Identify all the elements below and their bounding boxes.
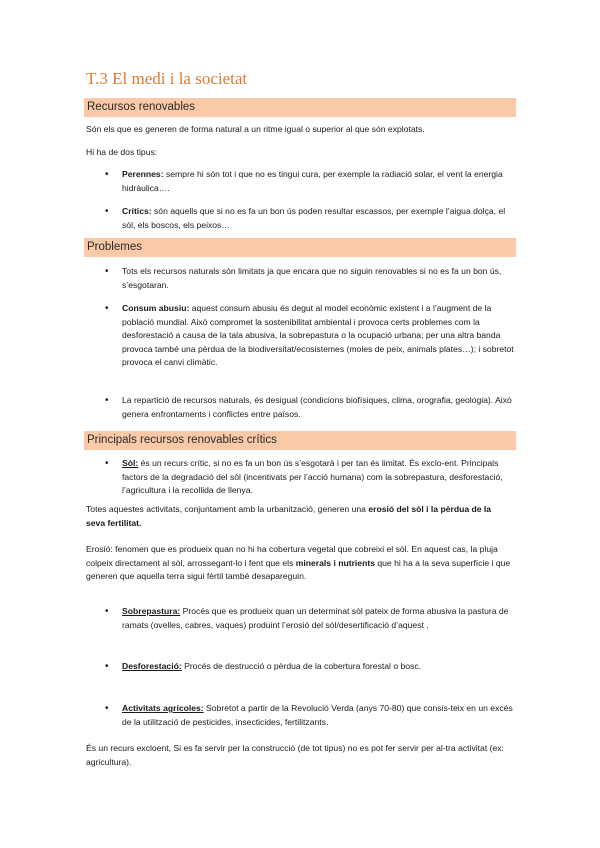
item-text: és un recurs crític, si no es fa un bon ús s’esgotarà i per tan és limitat. És exclo-ent. Principals factors de la degradació del sòl (incentivats per l’acció humana) com la sobrepastura, desforestació, l’agricultura i la recollida de llenya. (122, 458, 503, 495)
term: Sobrepastura: (122, 606, 181, 616)
section-heading-problemes: Problemes (84, 238, 516, 257)
bullet-icon: • (105, 703, 109, 714)
list-item-sobrepastura (105, 605, 514, 632)
erosio-bold: minerals i nutrients (295, 557, 375, 568)
item-text: Procés que es produeix quan un determinat sòl pateix de forma abusiva la pastura de ramats (ovelles, cabres, vaques) produint l’erosió del sòl/desertificació d’aquest . (122, 606, 509, 630)
item-text: Procés de destrucció o pèrdua de la cobertura forestal o bosc. (181, 661, 422, 671)
bullet-icon: • (105, 395, 109, 406)
term: Activitats agrícoles: (122, 703, 204, 713)
list-item-sol (105, 457, 514, 498)
item-text: són aquells que si no es fa un bon ús poden resultar escassos, per exemple l’aigua dolça, el sòl, els boscos, els peixos… (122, 206, 506, 230)
list-item-critics (105, 205, 514, 232)
term: Consum abusiu: (122, 303, 190, 313)
list-item-activitats-agricoles (105, 702, 514, 729)
bullet-icon: • (105, 266, 109, 277)
bullet-icon: • (105, 458, 109, 469)
totes-bold: erosió del sòl i la pèrdua de la seva fertilitat. (86, 504, 492, 528)
document-title: T.3 El medi i la societat (86, 69, 248, 88)
bullet-icon: • (105, 206, 109, 217)
bullet-icon: • (105, 303, 109, 314)
recursos-types-intro: Hi ha de dos tipus: (86, 147, 158, 157)
bullet-icon: • (105, 661, 109, 672)
list-item-reparticio (105, 394, 514, 421)
term: Perennes: (122, 169, 164, 179)
bullet-icon: • (105, 169, 109, 180)
list-item-consum-abusiu (105, 302, 514, 370)
erosio-text-end: que hi ha a la seva superfície i que generen que aquella terra sigui fèrtil també desapareguin. (86, 557, 511, 581)
term: Desforestació: (122, 661, 182, 671)
totes-paragraph (86, 503, 512, 530)
list-item-desforestacio (105, 660, 514, 674)
erosio-text: Erosió: fenomen que es produeix quan no hi ha cobertura vegetal que cobreixi el sòl. En aquest cas, la pluja colpeix directament al sòl, arrossegant-lo i fent que els (86, 544, 498, 568)
item-text: aquest consum abusiu és degut al model econòmic existent i a l’augment de la població mundial. Això compromet la sostenibilitat ambiental i provoca certs problemes com la desforestació a causa de la tala abusiva, la sobrepastura o la ocupació urbana; per una altra banda provoca també una pèrdua de la biodiversitat/ecosistemes (moles de peix, animals plates…); i sobretot provoca el canvi climàtic. (122, 303, 514, 367)
recursos-intro: Són els que es generen de forma natural a un ritme igual o superior al que són explotats. (86, 124, 425, 134)
section-heading-principals: Principals recursos renovables crítics (84, 431, 516, 450)
item-text: La repartició de recursos naturals, és desigual (condicions biofísiques, clima, orografia, geologia). Això genera enfrontaments i conflictes entre països. (122, 395, 512, 419)
closing-paragraph: És un recurs excloent, Si es fa servir per la construcció (de tot tipus) no es pot fer servir per al-tra activitat (ex: agricultura). (86, 743, 504, 767)
erosio-paragraph (86, 543, 512, 584)
bullet-icon: • (105, 606, 109, 617)
totes-text: Totes aquestes activitats, conjuntament amb la urbanització, generen una (86, 504, 369, 514)
list-item-perennes (105, 168, 514, 195)
term: Sòl: (122, 458, 139, 468)
term: Crítics: (122, 206, 152, 216)
item-text: sempre hi són tot i que no es tingui cura, per exemple la radiació solar, el vent la energia hidràulica…. (122, 169, 503, 193)
item-text: Tots els recursos naturals són limitats ja que encara que no siguin renovables si no es fa un bon ús, s’esgotaran. (122, 266, 502, 290)
item-text: Sobretot a partir de la Revolució Verda (anys 70-80) que consis-teix en un excés de la utilització de pesticides, insecticides, fertilitzants. (122, 703, 513, 727)
section-heading-recursos: Recursos renovables (84, 98, 516, 117)
list-item-limitats (105, 265, 514, 292)
